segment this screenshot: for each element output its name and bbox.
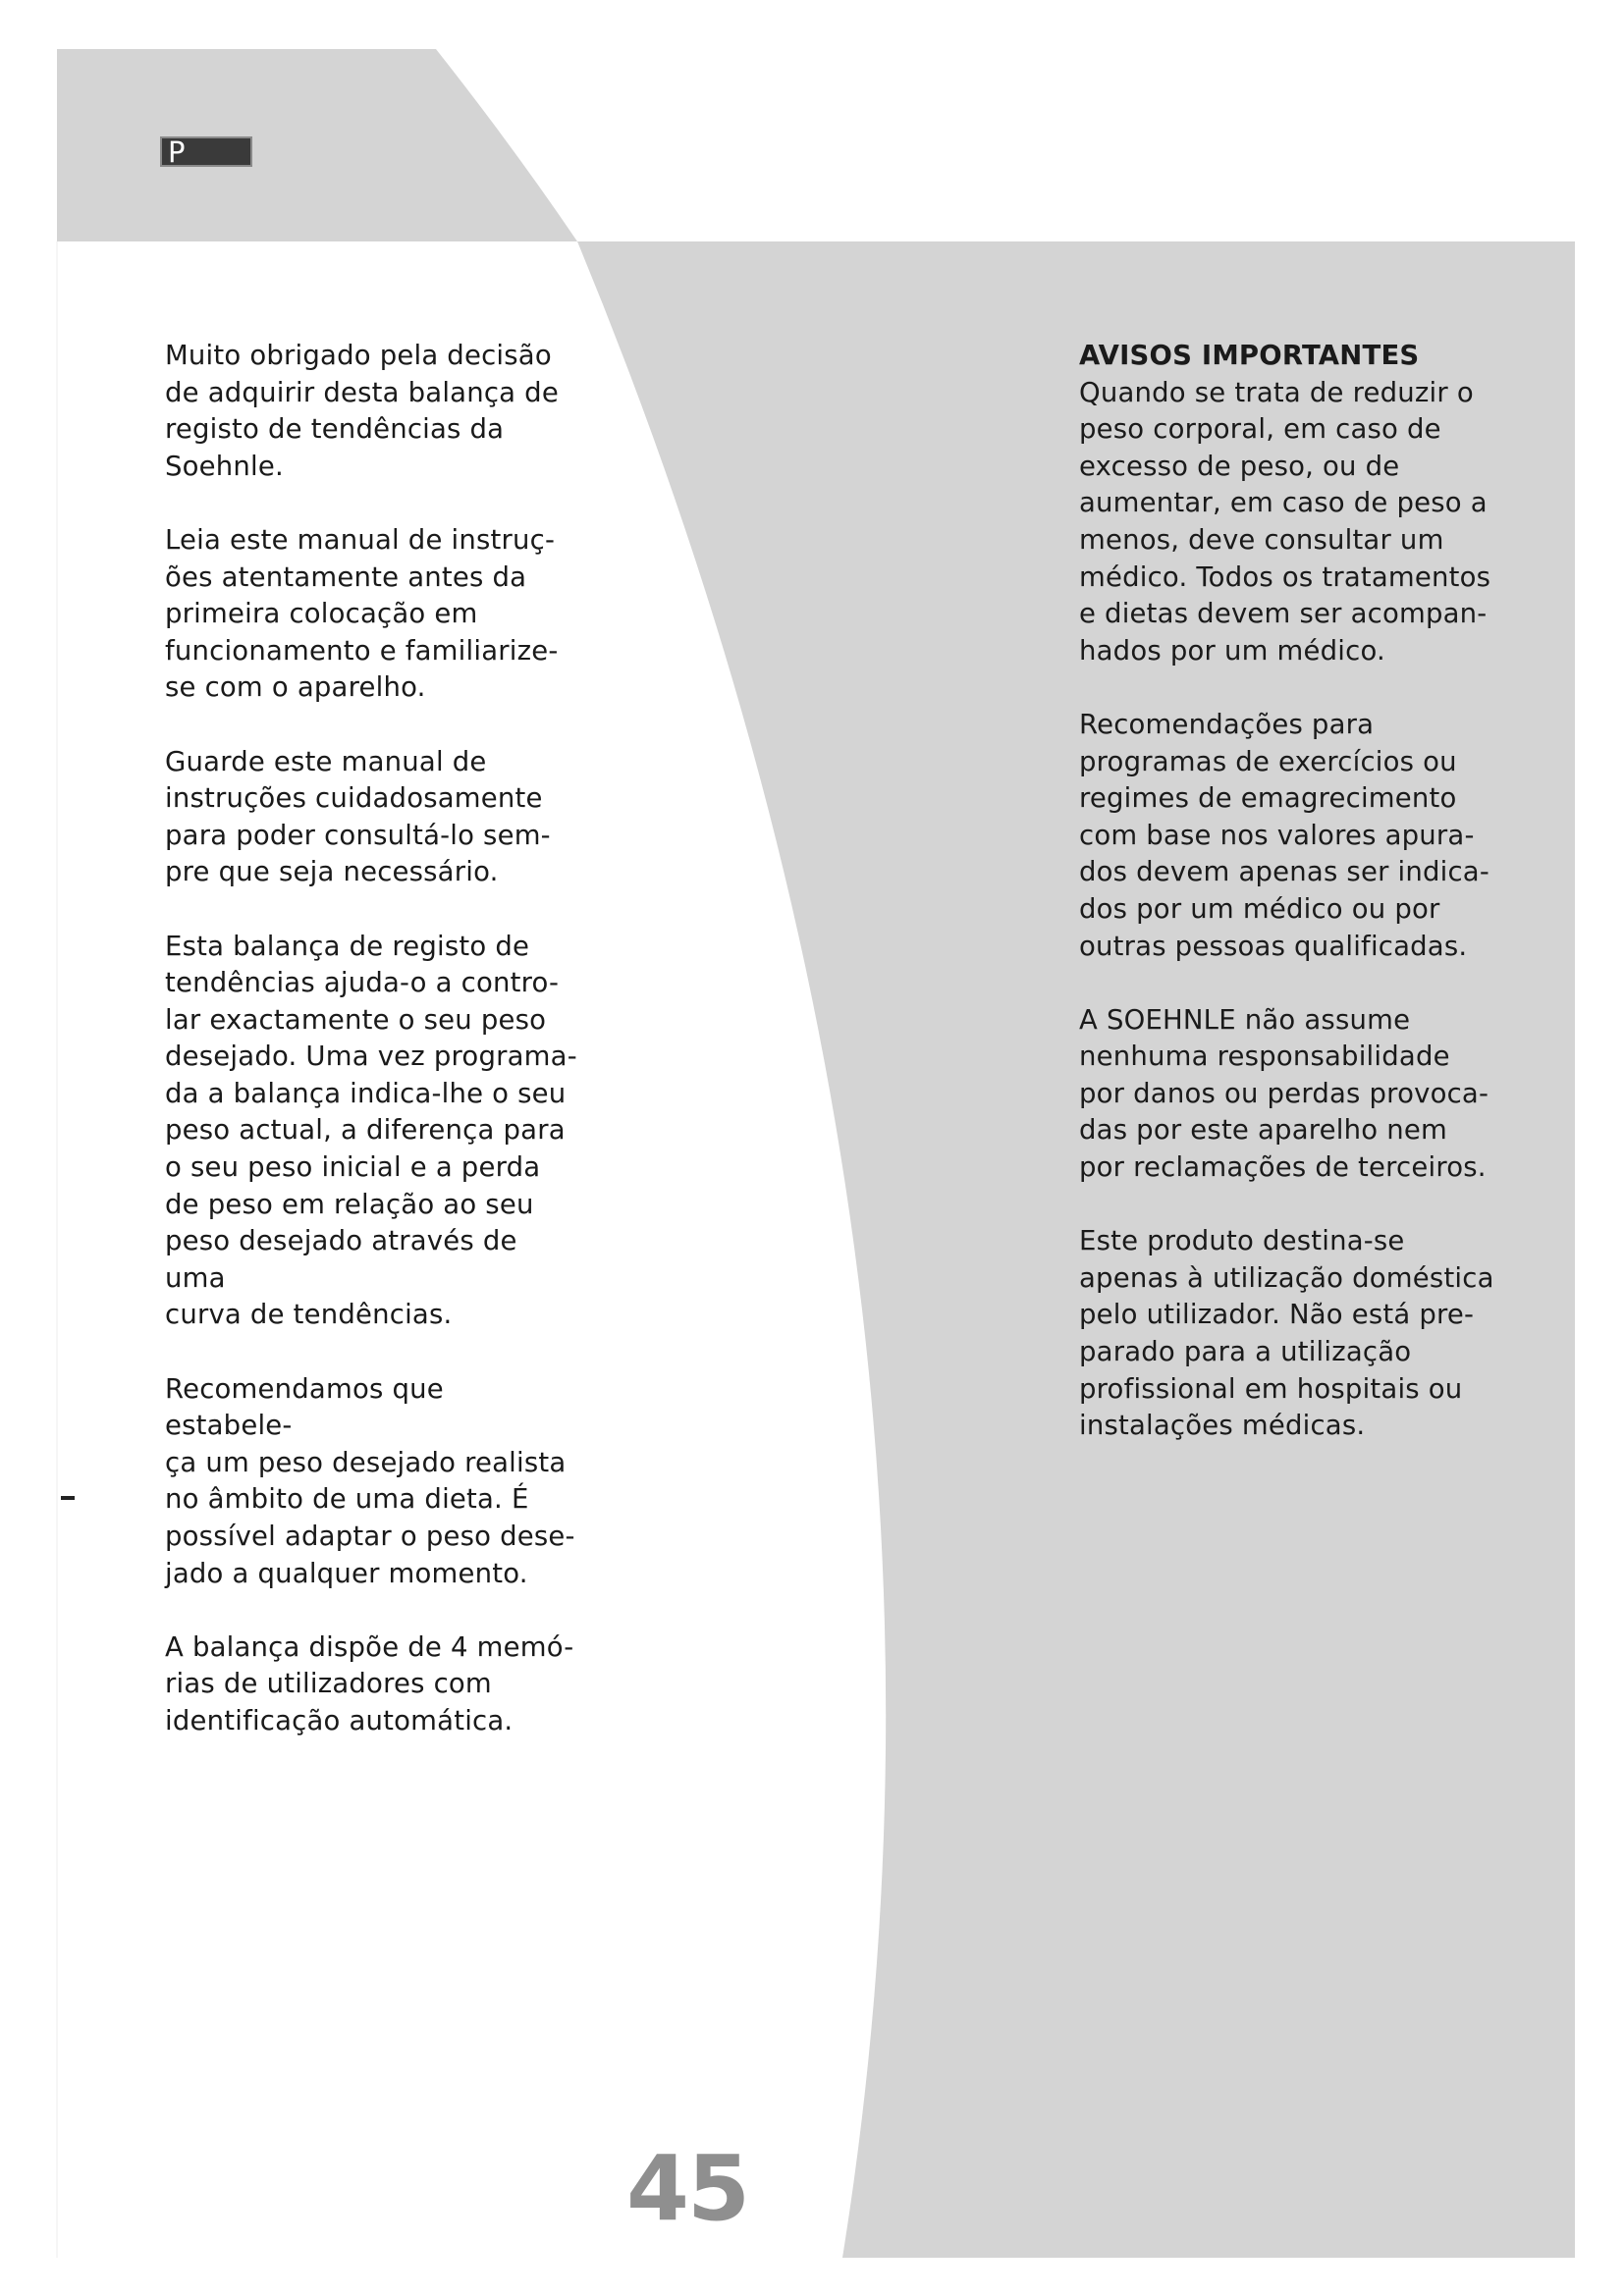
recommendations-paragraph: Recomendações para programas de exercícios ou regimes de emagrecimento com base nos valores apura- dos devem apenas ser indica- dos por um médico ou por outras pessoas qualificadas. bbox=[1079, 708, 1489, 962]
consult-doctor-paragraph: Quando se trata de reduzir o peso corporal, em caso de excesso de peso, ou de aumentar, em caso de peso a menos, deve consultar um médico. Todos os tratamentos e dietas devem ser acompan- hados por um médico. bbox=[1079, 376, 1491, 667]
read-manual-paragraph: Leia este manual de instruç- ões atentamente antes da primeira colocação em funcionamento e familiarize- se com o aparelho. bbox=[165, 523, 559, 704]
language-tab bbox=[160, 136, 252, 167]
scale-function-paragraph: Esta balança de registo de tendências ajuda-o a contro- lar exactamente o seu peso desejado. Uma vez programa- da a balança indica-lhe o seu peso actual, a diferença para o seu peso inicial e a perda de peso em relação ao seu peso desejado através de uma curva de tendências. bbox=[165, 930, 577, 1331]
important-notices-heading: AVISOS IMPORTANTES bbox=[1079, 340, 1420, 371]
intro-paragraph: Muito obrigado pela decisão de adquirir desta balança de registo de tendências da Soehnle. bbox=[165, 340, 559, 482]
user-memory-paragraph: A balança dispõe de 4 memó- rias de utilizadores com identificação automática. bbox=[165, 1630, 574, 1736]
language-tab-label: P bbox=[168, 135, 186, 169]
liability-paragraph: A SOEHNLE não assume nenhuma responsabilidade por danos ou perdas provoca- das por este aparelho nem por reclamações de terceiros. bbox=[1079, 1003, 1489, 1184]
page-number: 45 bbox=[625, 2136, 749, 2241]
right-column bbox=[1079, 338, 1501, 1481]
header-gray-band bbox=[57, 49, 577, 241]
target-weight-paragraph: Recomendamos que estabele- ça um peso desejado realista no âmbito de uma dieta. É possível adaptar o peso dese- jado a qualquer momento. bbox=[165, 1372, 575, 1589]
left-column bbox=[165, 338, 577, 1777]
domestic-use-paragraph: Este produto destina-se apenas à utilização doméstica pelo utilizador. Não está pre- parado para a utilização profissional em hospitais ou instalações médicas. bbox=[1079, 1225, 1494, 1442]
keep-manual-paragraph: Guarde este manual de instruções cuidadosamente para poder consultá-lo sem- pre que seja necessário. bbox=[165, 745, 551, 888]
margin-mark bbox=[61, 1496, 75, 1500]
